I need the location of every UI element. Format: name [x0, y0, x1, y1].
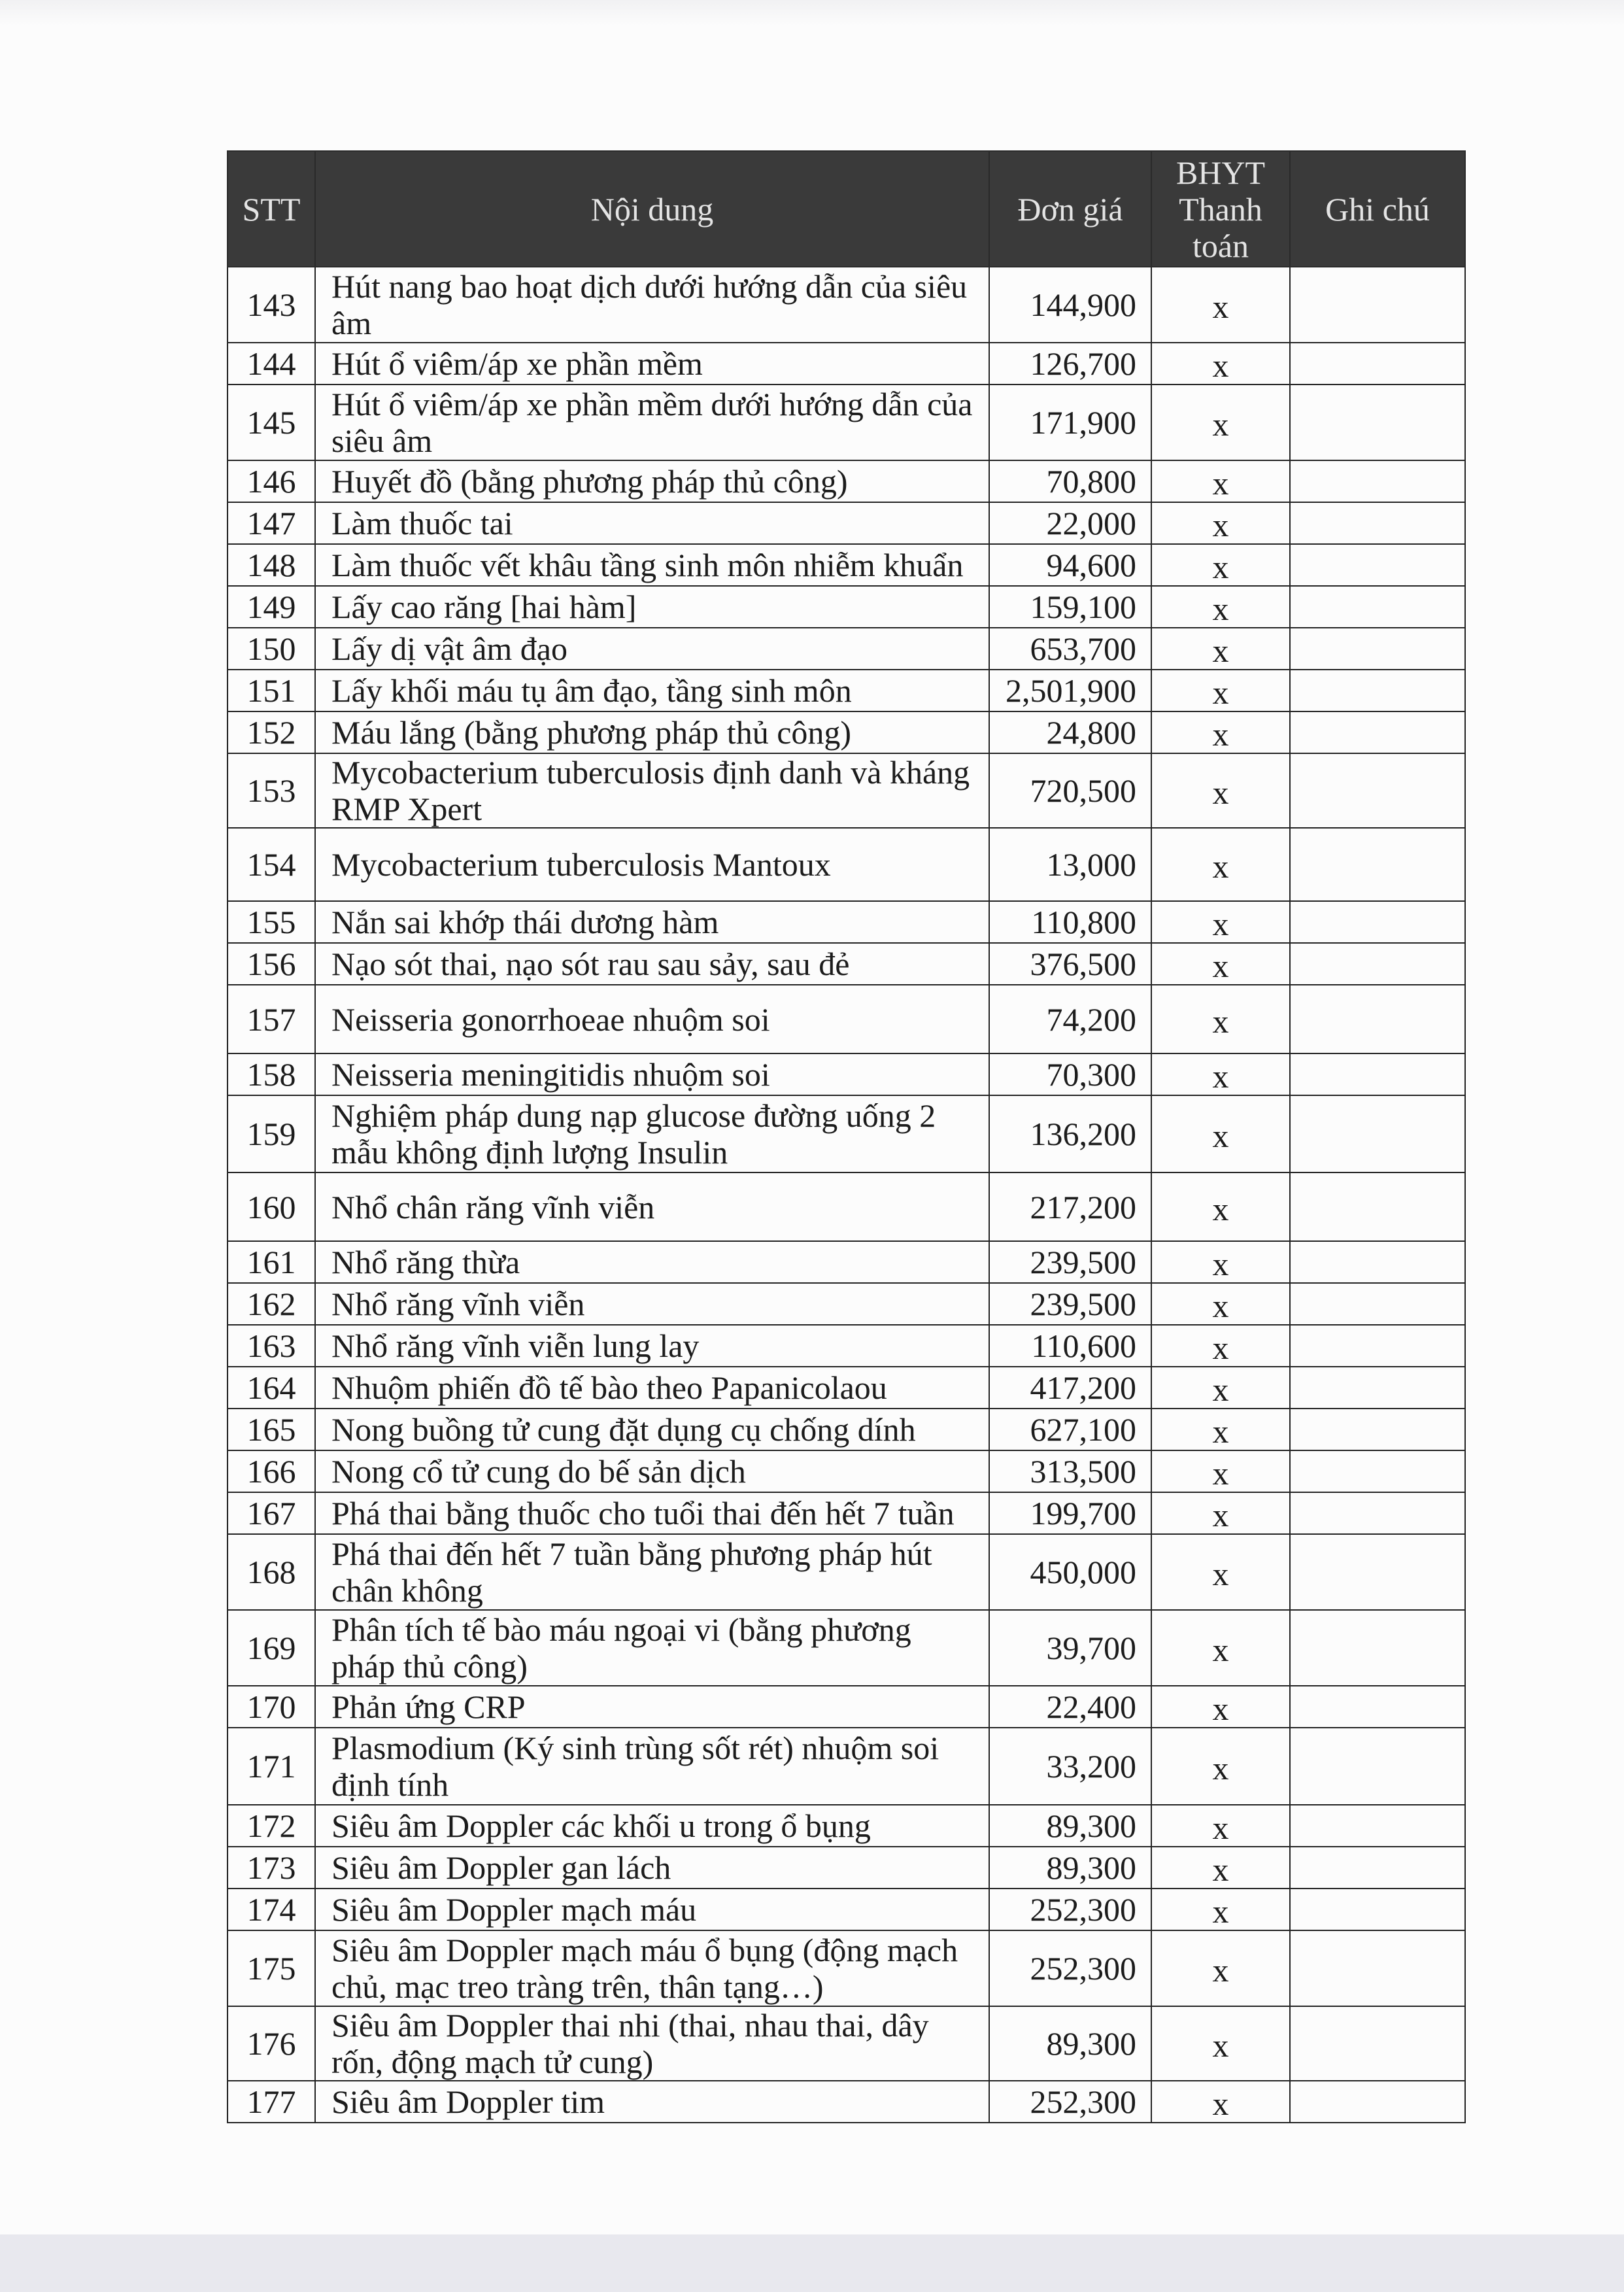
stt-cell: 154 [228, 828, 315, 901]
bhyt-cell: x [1151, 1172, 1290, 1241]
price-cell: 376,500 [989, 943, 1151, 985]
stt-cell: 167 [228, 1492, 315, 1534]
note-cell [1290, 502, 1465, 544]
header-row [228, 151, 1465, 267]
table-row [228, 628, 1465, 670]
content-cell: Hút nang bao hoạt dịch dưới hướng dẫn của siêu âm [315, 267, 989, 343]
price-cell: 144,900 [989, 267, 1151, 343]
price-cell: 33,200 [989, 1728, 1151, 1805]
table-row [228, 1241, 1465, 1283]
price-table [227, 150, 1466, 2123]
stt-cell: 169 [228, 1610, 315, 1686]
header-price: Đơn giá [989, 151, 1151, 267]
price-cell: 252,300 [989, 2081, 1151, 2123]
content-cell: Siêu âm Doppler gan lách [315, 1847, 989, 1889]
bhyt-cell: x [1151, 586, 1290, 628]
stt-cell: 170 [228, 1686, 315, 1728]
table-row [228, 586, 1465, 628]
price-cell: 24,800 [989, 711, 1151, 753]
note-cell [1290, 1728, 1465, 1805]
stt-cell: 168 [228, 1534, 315, 1610]
price-cell: 110,600 [989, 1325, 1151, 1367]
price-cell: 720,500 [989, 753, 1151, 828]
stt-cell: 153 [228, 753, 315, 828]
stt-cell: 152 [228, 711, 315, 753]
content-cell: Neisseria meningitidis nhuộm soi [315, 1053, 989, 1095]
content-cell: Nhuộm phiến đồ tế bào theo Papanicolaou [315, 1367, 989, 1409]
table-row [228, 711, 1465, 753]
table-row [228, 1409, 1465, 1450]
table-row [228, 1930, 1465, 2006]
price-table-body [228, 267, 1465, 2123]
note-cell [1290, 385, 1465, 460]
content-cell: Plasmodium (Ký sinh trùng sốt rét) nhuộm soi định tính [315, 1728, 989, 1805]
note-cell [1290, 1095, 1465, 1172]
content-cell: Siêu âm Doppler mạch máu ổ bụng (động mạch chủ, mạc treo tràng trên, thân tạng…) [315, 1930, 989, 2006]
table-row [228, 1172, 1465, 1241]
bhyt-cell: x [1151, 343, 1290, 385]
bhyt-cell: x [1151, 1930, 1290, 2006]
note-cell [1290, 2006, 1465, 2081]
note-cell [1290, 711, 1465, 753]
bhyt-cell: x [1151, 753, 1290, 828]
stt-cell: 160 [228, 1172, 315, 1241]
header-stt: STT [228, 151, 315, 267]
price-cell: 126,700 [989, 343, 1151, 385]
price-cell: 74,200 [989, 985, 1151, 1053]
table-row [228, 544, 1465, 586]
stt-cell: 151 [228, 670, 315, 711]
content-cell: Nong buồng tử cung đặt dụng cụ chống dính [315, 1409, 989, 1450]
price-cell: 239,500 [989, 1283, 1151, 1325]
bhyt-cell: x [1151, 628, 1290, 670]
stt-cell: 164 [228, 1367, 315, 1409]
content-cell: Nghiệm pháp dung nạp glucose đường uống 2 mẫu không định lượng Insulin [315, 1095, 989, 1172]
table-row [228, 753, 1465, 828]
stt-cell: 177 [228, 2081, 315, 2123]
table-row [228, 1367, 1465, 1409]
price-cell: 171,900 [989, 385, 1151, 460]
table-row [228, 502, 1465, 544]
stt-cell: 166 [228, 1450, 315, 1492]
stt-cell: 155 [228, 901, 315, 943]
note-cell [1290, 1492, 1465, 1534]
note-cell [1290, 267, 1465, 343]
bhyt-cell: x [1151, 943, 1290, 985]
note-cell [1290, 586, 1465, 628]
header-bhyt-line: BHYT [1176, 154, 1266, 191]
bhyt-cell: x [1151, 1325, 1290, 1367]
scan-top-shade [0, 0, 1624, 26]
content-cell: Máu lắng (bằng phương pháp thủ công) [315, 711, 989, 753]
note-cell [1290, 1847, 1465, 1889]
table-row [228, 1728, 1465, 1805]
note-cell [1290, 1367, 1465, 1409]
note-cell [1290, 1610, 1465, 1686]
table-row [228, 1095, 1465, 1172]
header-note: Ghi chú [1290, 151, 1465, 267]
content-cell: Siêu âm Doppler mạch máu [315, 1889, 989, 1930]
bhyt-cell: x [1151, 385, 1290, 460]
table-row [228, 1283, 1465, 1325]
stt-cell: 162 [228, 1283, 315, 1325]
note-cell [1290, 460, 1465, 502]
note-cell [1290, 1325, 1465, 1367]
table-row [228, 1686, 1465, 1728]
table-row [228, 1492, 1465, 1534]
note-cell [1290, 1283, 1465, 1325]
note-cell [1290, 1241, 1465, 1283]
price-cell: 13,000 [989, 828, 1151, 901]
bhyt-cell: x [1151, 1367, 1290, 1409]
note-cell [1290, 1534, 1465, 1610]
content-cell: Hút ổ viêm/áp xe phần mềm [315, 343, 989, 385]
price-cell: 110,800 [989, 901, 1151, 943]
price-cell: 199,700 [989, 1492, 1151, 1534]
bhyt-cell: x [1151, 1889, 1290, 1930]
stt-cell: 173 [228, 1847, 315, 1889]
table-row [228, 343, 1465, 385]
content-cell: Làm thuốc vết khâu tầng sinh môn nhiễm khuẩn [315, 544, 989, 586]
bhyt-cell: x [1151, 1450, 1290, 1492]
price-cell: 136,200 [989, 1095, 1151, 1172]
content-cell: Siêu âm Doppler thai nhi (thai, nhau thai, dây rốn, động mạch tử cung) [315, 2006, 989, 2081]
bhyt-cell: x [1151, 544, 1290, 586]
table-row [228, 2006, 1465, 2081]
bhyt-cell: x [1151, 901, 1290, 943]
note-cell [1290, 985, 1465, 1053]
content-cell: Lấy khối máu tụ âm đạo, tầng sinh môn [315, 670, 989, 711]
content-cell: Huyết đồ (bằng phương pháp thủ công) [315, 460, 989, 502]
price-cell: 89,300 [989, 1805, 1151, 1847]
bhyt-cell: x [1151, 1492, 1290, 1534]
stt-cell: 176 [228, 2006, 315, 2081]
table-row [228, 1805, 1465, 1847]
scan-edge [0, 2234, 1624, 2292]
note-cell [1290, 1409, 1465, 1450]
stt-cell: 143 [228, 267, 315, 343]
content-cell: Neisseria gonorrhoeae nhuộm soi [315, 985, 989, 1053]
table-row [228, 943, 1465, 985]
price-cell: 70,300 [989, 1053, 1151, 1095]
note-cell [1290, 670, 1465, 711]
stt-cell: 157 [228, 985, 315, 1053]
table-row [228, 901, 1465, 943]
note-cell [1290, 753, 1465, 828]
stt-cell: 174 [228, 1889, 315, 1930]
bhyt-cell: x [1151, 502, 1290, 544]
price-cell: 450,000 [989, 1534, 1151, 1610]
price-cell: 70,800 [989, 460, 1151, 502]
content-cell: Nhổ răng vĩnh viễn lung lay [315, 1325, 989, 1367]
table-row [228, 1847, 1465, 1889]
note-cell [1290, 1053, 1465, 1095]
bhyt-cell: x [1151, 1095, 1290, 1172]
stt-cell: 159 [228, 1095, 315, 1172]
price-cell: 627,100 [989, 1409, 1151, 1450]
note-cell [1290, 1930, 1465, 2006]
price-cell: 313,500 [989, 1450, 1151, 1492]
stt-cell: 145 [228, 385, 315, 460]
bhyt-cell: x [1151, 711, 1290, 753]
table-row [228, 985, 1465, 1053]
content-cell: Nắn sai khớp thái dương hàm [315, 901, 989, 943]
bhyt-cell: x [1151, 670, 1290, 711]
header-content: Nội dung [315, 151, 989, 267]
bhyt-cell: x [1151, 1610, 1290, 1686]
price-cell: 252,300 [989, 1889, 1151, 1930]
content-cell: Nạo sót thai, nạo sót rau sau sảy, sau đẻ [315, 943, 989, 985]
content-cell: Siêu âm Doppler tim [315, 2081, 989, 2123]
price-cell: 94,600 [989, 544, 1151, 586]
price-cell: 39,700 [989, 1610, 1151, 1686]
content-cell: Lấy cao răng [hai hàm] [315, 586, 989, 628]
header-bhyt-line: Thanh [1179, 190, 1262, 228]
note-cell [1290, 943, 1465, 985]
bhyt-cell: x [1151, 1847, 1290, 1889]
content-cell: Lấy dị vật âm đạo [315, 628, 989, 670]
table-row [228, 1534, 1465, 1610]
note-cell [1290, 901, 1465, 943]
price-cell: 417,200 [989, 1367, 1151, 1409]
bhyt-cell: x [1151, 2081, 1290, 2123]
bhyt-cell: x [1151, 1241, 1290, 1283]
content-cell: Mycobacterium tuberculosis định danh và kháng RMP Xpert [315, 753, 989, 828]
bhyt-cell: x [1151, 1283, 1290, 1325]
price-cell: 2,501,900 [989, 670, 1151, 711]
stt-cell: 149 [228, 586, 315, 628]
content-cell: Siêu âm Doppler các khối u trong ổ bụng [315, 1805, 989, 1847]
note-cell [1290, 828, 1465, 901]
table-row [228, 267, 1465, 343]
content-cell: Phản ứng CRP [315, 1686, 989, 1728]
table-row [228, 385, 1465, 460]
bhyt-cell: x [1151, 1534, 1290, 1610]
stt-cell: 161 [228, 1241, 315, 1283]
stt-cell: 163 [228, 1325, 315, 1367]
table-row [228, 2081, 1465, 2123]
bhyt-cell: x [1151, 267, 1290, 343]
table-row [228, 1889, 1465, 1930]
bhyt-cell: x [1151, 1053, 1290, 1095]
content-cell: Nong cổ tử cung do bế sản dịch [315, 1450, 989, 1492]
price-cell: 89,300 [989, 1847, 1151, 1889]
table-row [228, 828, 1465, 901]
stt-cell: 150 [228, 628, 315, 670]
stt-cell: 144 [228, 343, 315, 385]
price-cell: 22,000 [989, 502, 1151, 544]
content-cell: Nhổ răng vĩnh viễn [315, 1283, 989, 1325]
table-row [228, 670, 1465, 711]
table-row [228, 1053, 1465, 1095]
bhyt-cell: x [1151, 1728, 1290, 1805]
stt-cell: 148 [228, 544, 315, 586]
content-cell: Phá thai đến hết 7 tuần bằng phương pháp hút chân không [315, 1534, 989, 1610]
stt-cell: 175 [228, 1930, 315, 2006]
stt-cell: 158 [228, 1053, 315, 1095]
bhyt-cell: x [1151, 828, 1290, 901]
content-cell: Mycobacterium tuberculosis Mantoux [315, 828, 989, 901]
bhyt-cell: x [1151, 985, 1290, 1053]
note-cell [1290, 1805, 1465, 1847]
price-cell: 159,100 [989, 586, 1151, 628]
content-cell: Phân tích tế bào máu ngoại vi (bằng phương pháp thủ công) [315, 1610, 989, 1686]
price-cell: 217,200 [989, 1172, 1151, 1241]
price-cell: 653,700 [989, 628, 1151, 670]
price-cell: 22,400 [989, 1686, 1151, 1728]
stt-cell: 171 [228, 1728, 315, 1805]
stt-cell: 172 [228, 1805, 315, 1847]
table-row [228, 1325, 1465, 1367]
price-cell: 89,300 [989, 2006, 1151, 2081]
bhyt-cell: x [1151, 1686, 1290, 1728]
note-cell [1290, 2081, 1465, 2123]
stt-cell: 165 [228, 1409, 315, 1450]
note-cell [1290, 544, 1465, 586]
note-cell [1290, 1686, 1465, 1728]
note-cell [1290, 343, 1465, 385]
table-row [228, 460, 1465, 502]
bhyt-cell: x [1151, 1805, 1290, 1847]
stt-cell: 146 [228, 460, 315, 502]
bhyt-cell: x [1151, 1409, 1290, 1450]
content-cell: Phá thai bằng thuốc cho tuổi thai đến hết 7 tuần [315, 1492, 989, 1534]
table-header [228, 151, 1465, 267]
header-bhyt-line: toán [1192, 227, 1249, 264]
note-cell [1290, 628, 1465, 670]
table-row [228, 1450, 1465, 1492]
content-cell: Làm thuốc tai [315, 502, 989, 544]
bhyt-cell: x [1151, 460, 1290, 502]
content-cell: Hút ổ viêm/áp xe phần mềm dưới hướng dẫn của siêu âm [315, 385, 989, 460]
content-cell: Nhổ răng thừa [315, 1241, 989, 1283]
price-cell: 239,500 [989, 1241, 1151, 1283]
header-bhyt [1151, 151, 1290, 267]
bhyt-cell: x [1151, 2006, 1290, 2081]
note-cell [1290, 1889, 1465, 1930]
table-row [228, 1610, 1465, 1686]
price-cell: 252,300 [989, 1930, 1151, 2006]
note-cell [1290, 1450, 1465, 1492]
stt-cell: 147 [228, 502, 315, 544]
note-cell [1290, 1172, 1465, 1241]
stt-cell: 156 [228, 943, 315, 985]
content-cell: Nhổ chân răng vĩnh viễn [315, 1172, 989, 1241]
